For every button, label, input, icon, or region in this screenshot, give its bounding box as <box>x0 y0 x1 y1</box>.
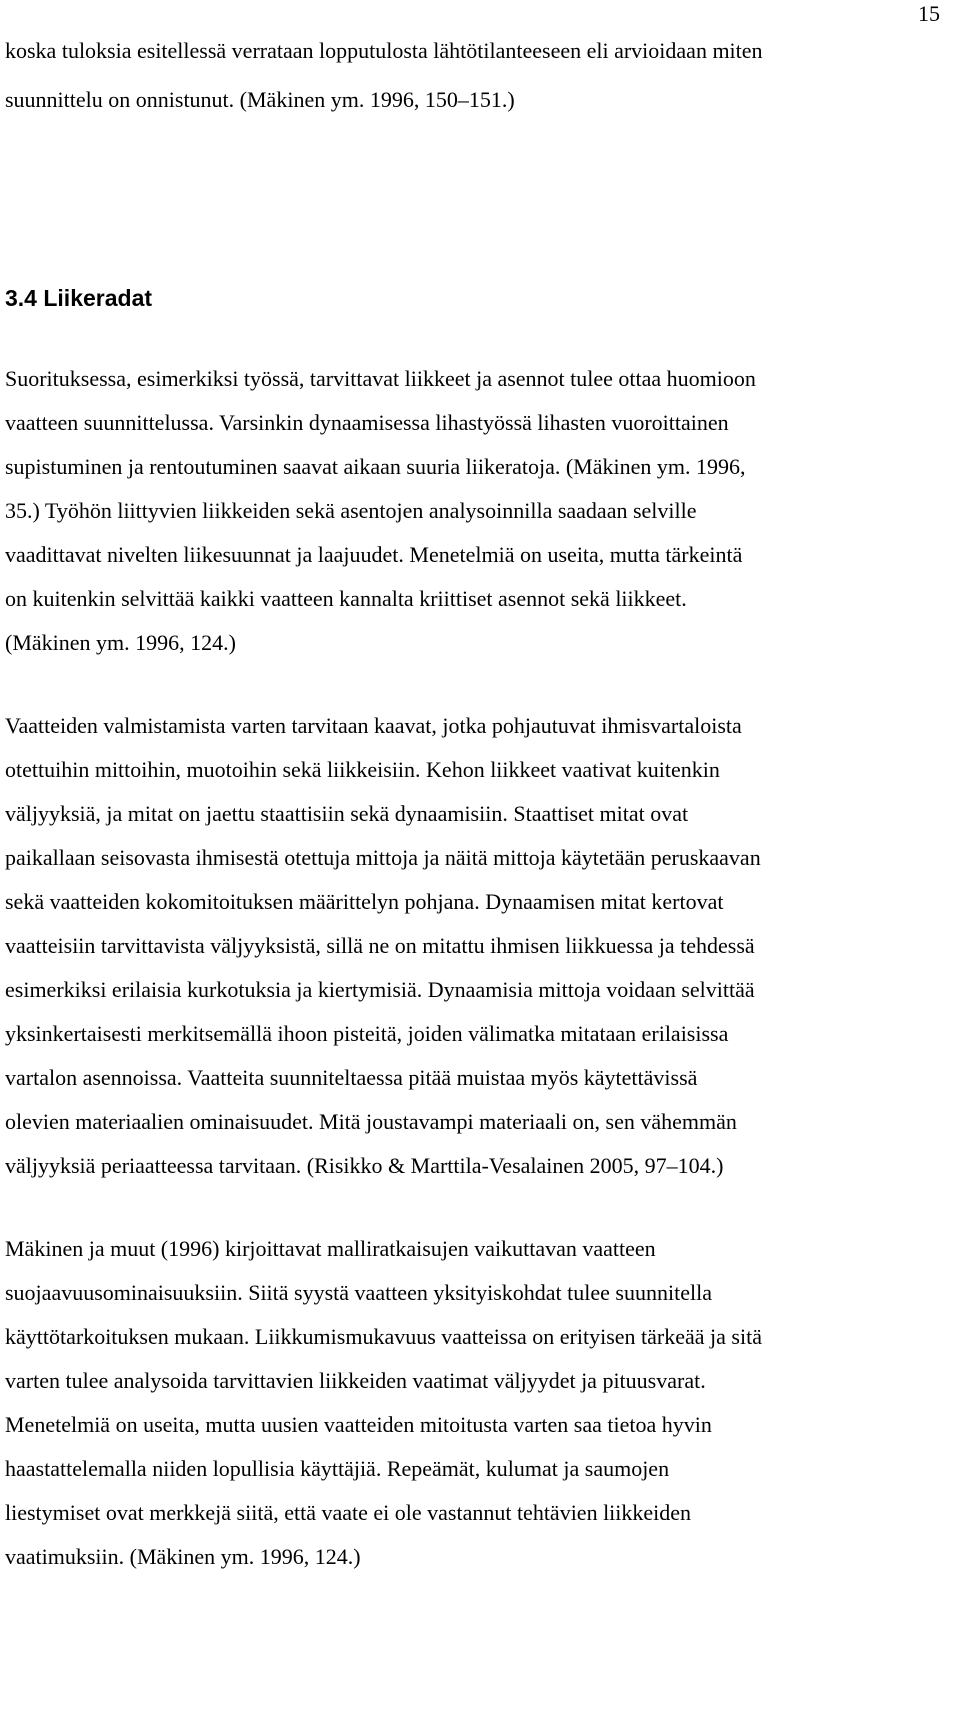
text-line: varten tulee analysoida tarvittavien liikkeiden vaatimat väljyydet ja pituusvarat. <box>5 1368 706 1393</box>
text-line: 35.) Työhön liittyvien liikkeiden sekä asentojen analysoinnilla saadaan selville <box>5 498 697 523</box>
text-line: paikallaan seisovasta ihmisestä otettuja mittoja ja näitä mittoja käytetään peruskaavan <box>5 845 761 870</box>
text-line: on kuitenkin selvittää kaikki vaatteen kannalta kriittiset asennot sekä liikkeet. <box>5 586 687 611</box>
text-line: Menetelmiä on useita, mutta uusien vaatteiden mitoitusta varten saa tietoa hyvin <box>5 1412 712 1437</box>
text-line: vaatteisiin tarvittavista väljyyksistä, sillä ne on mitattu ihmisen liikkuessa ja tehdessä <box>5 933 755 958</box>
page-number: 15 <box>918 1 940 26</box>
text-line: Vaatteiden valmistamista varten tarvitaan kaavat, jotka pohjautuvat ihmisvartaloista <box>5 713 742 738</box>
text-line: supistuminen ja rentoutuminen saavat aikaan suuria liikeratoja. (Mäkinen ym. 1996, <box>5 454 746 479</box>
text-line: vaadittavat nivelten liikesuunnat ja laajuudet. Menetelmiä on useita, mutta tärkeintä <box>5 542 743 567</box>
text-line: vaatimuksiin. (Mäkinen ym. 1996, 124.) <box>5 1544 361 1569</box>
text-line: väljyyksiä periaatteessa tarvitaan. (Risikko & Marttila-Vesalainen 2005, 97–104.) <box>5 1153 724 1178</box>
text-line: koska tuloksia esitellessä verrataan lopputulosta lähtötilanteeseen eli arvioidaan miten <box>5 38 763 63</box>
text-line: käyttötarkoituksen mukaan. Liikkumismukavuus vaatteissa on erityisen tärkeää ja sitä <box>5 1324 762 1349</box>
text-line: olevien materiaalien ominaisuudet. Mitä joustavampi materiaali on, sen vähemmän <box>5 1109 737 1134</box>
text-line: yksinkertaisesti merkitsemällä ihoon pisteitä, joiden välimatka mitataan erilaisissa <box>5 1021 729 1046</box>
text-line: suunnittelu on onnistunut. (Mäkinen ym. 1996, 150–151.) <box>5 87 515 112</box>
text-line: vaatteen suunnittelussa. Varsinkin dynaamisessa lihastyössä lihasten vuoroittainen <box>5 410 729 435</box>
text-line: liestymiset ovat merkkejä siitä, että vaate ei ole vastannut tehtävien liikkeiden <box>5 1500 692 1525</box>
text-line: Mäkinen ja muut (1996) kirjoittavat malliratkaisujen vaikuttavan vaatteen <box>5 1236 656 1261</box>
text-line: väljyyksiä, ja mitat on jaettu staattisiin sekä dynaamisiin. Staattiset mitat ovat <box>5 801 689 826</box>
section-heading: 3.4 Liikeradat <box>5 285 153 311</box>
text-line: otettuihin mittoihin, muotoihin sekä liikkeisiin. Kehon liikkeet vaativat kuitenkin <box>5 757 720 782</box>
text-line: (Mäkinen ym. 1996, 124.) <box>5 630 236 655</box>
text-line: Suorituksessa, esimerkiksi työssä, tarvittavat liikkeet ja asennot tulee ottaa huomioon <box>5 366 756 391</box>
text-line: esimerkiksi erilaisia kurkotuksia ja kiertymisiä. Dynaamisia mittoja voidaan selvittää <box>5 977 755 1002</box>
text-line: vartalon asennoissa. Vaatteita suunniteltaessa pitää muistaa myös käytettävissä <box>5 1065 698 1090</box>
text-line: haastattelemalla niiden lopullisia käyttäjiä. Repeämät, kulumat ja saumojen <box>5 1456 670 1481</box>
text-line: suojaavuusominaisuuksiin. Siitä syystä vaatteen yksityiskohdat tulee suunnitella <box>5 1280 712 1305</box>
text-line: sekä vaatteiden kokomitoituksen määrittelyn pohjana. Dynaamisen mitat kertovat <box>5 889 724 914</box>
